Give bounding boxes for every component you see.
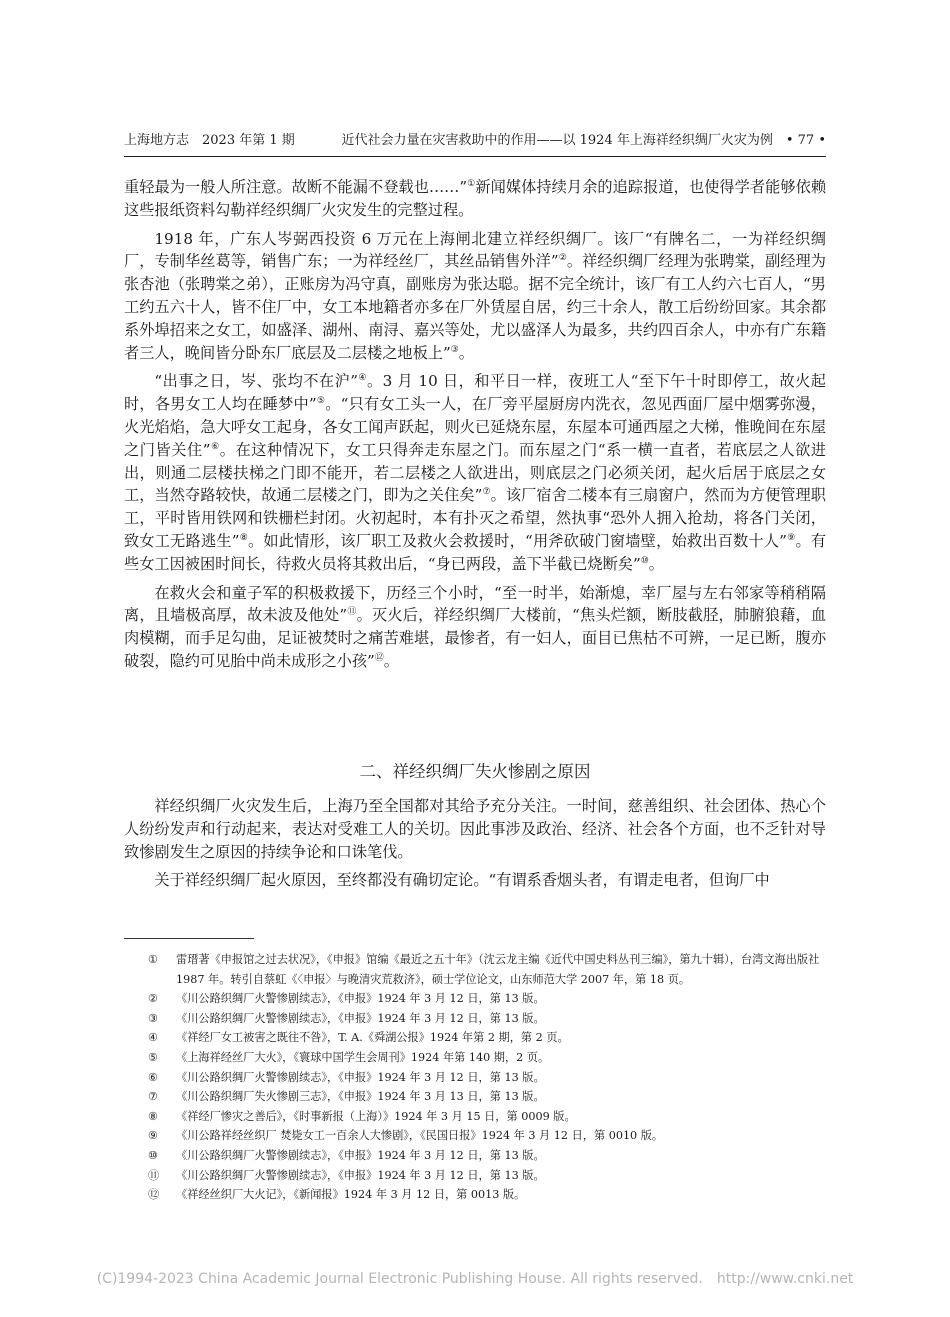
paragraph-5: 祥经织绸厂火灾发生后，上海乃至全国都对其给予充分关注。一时间，慈善组织、社会团体、热心个人纷纷发声和行动起来，表达对受难工人的关切。因此事涉及政治、经济、社会各个方面，也不乏针对导致惨剧发生之原因的持续争论和口诛笔伐。 [124,797,826,861]
paragraph-6: 关于祥经织绸厂起火原因，至终都没有确切定论。“有谓系香烟头者，有谓走电者，但询厂中 [154,871,770,890]
footnote: ⑨ 《川公路祥经丝织厂 焚毙女工一百余人大惨剧》，《民国日报》1924 年 3 月 12 日，第 0010 版。 [148,1129,664,1143]
footnote-ref[interactable]: ⑥ [210,441,220,452]
journal-name: 上海地方志 2023 年第 1 期 [124,133,295,148]
main-body [124,176,826,673]
footnote: ⑤ 《上海祥经丝厂大火》，《寰球中国学生会周刊》1924 年第 140 期，2 页。 [148,1050,550,1064]
footnote-ref[interactable]: ③ [450,344,459,355]
footnote: ⑧ 《祥经厂惨灾之善后》，《时事新报（上海）》1924 年 3 月 15 日，第 0009 版。 [148,1109,576,1123]
footnote: ⑩ 《川公路织绸厂火警惨剧续志》，《申报》1924 年 3 月 12 日，第 13 版。 [148,1148,545,1162]
footnote-ref[interactable]: ② [558,253,567,264]
footnote: ① 雷瑨著《申报馆之过去状况》，《申报》馆编《最近之五十年》（沈云龙主编《近代中国史料丛刊三编》，第九十辑），台湾文海出版社 1987 年。转引自蔡虹《〈申报〉与晚清灾荒救济》，硕士学位论文，山东师范大学 2007 年，第 18 页。 [148,953,820,986]
footnote-ref[interactable]: ⑧ [239,532,248,543]
running-header [124,131,826,155]
footnote-ref[interactable]: ⑤ [316,396,326,407]
section-body [124,795,826,892]
paragraph-4: 在救火会和童子军的积极救援下，历经三个小时，“至一时半，始渐熄，幸厂屋与左右邻家等稍稍隔离，且墙极高厚，故未波及他处”⑪。灭火后，祥经织绸厂大楼前，“焦头烂额，断肢截胫，肺腑狼藉，血肉模糊，而手足勾曲，足证被焚时之痛苦难堪，最惨者，有一妇人，面目已焦枯不可辨，一足已断，腹亦破裂，隐约可见胎中尚未成形之小孩”⑫。 [124,583,827,670]
article-title-and-page: 近代社会力量在灾害救助中的作用——以 1924 年上海祥经织绸厂火灾为例 • 77 • [341,133,826,148]
copyright-watermark: (C)1994-2023 China Academic Journal Electronic Publishing House. All rights reserved. http://www.cnki.net [96,1271,854,1287]
footnote-ref[interactable]: ⑦ [482,487,491,498]
footnote: ③ 《川公路织绸厂火警惨剧续志》，《申报》1924 年 3 月 12 日，第 13 版。 [148,1011,545,1025]
footnote-ref[interactable]: ⑩ [640,555,649,566]
footnotes [124,950,826,1205]
footnote-ref[interactable]: ⑨ [786,532,796,543]
footnote: ④ 《祥经厂女工被害之既往不咎》，T. A.《舜湖公报》1924 年第 2 期，第 2 页。 [148,1031,569,1045]
footnote: ⑥ 《川公路织绸厂火警惨剧续志》，《申报》1924 年 3 月 12 日，第 13 版。 [148,1070,545,1084]
footnote-ref[interactable]: ① [467,178,476,189]
footnote-separator [124,938,254,939]
footnote: ⑦ 《川公路织绸厂失火惨剧三志》，《申报》1924 年 3 月 13 日，第 13 版。 [148,1090,545,1104]
paragraph-2: 1918 年，广东人岑弼西投资 6 万元在上海闸北建立祥经织绸厂。该厂“有牌名二，一为祥经织绸厂，专制华丝葛等，销售广东；一为祥经丝厂，其丝品销售外洋”②。祥经织绸厂经理为张聘棠，副经理为张杏池（张聘棠之弟），正账房为冯守真，副账房为张达聪。据不完全统计，该厂有工人约六七百人，“男工约五六十人，皆不住厂中，女工本地籍者亦多在厂外赁屋自居，约三十余人，散工后纷纷回家。其余都系外埠招来之女工，如盛泽、湖州、南浔、嘉兴等处，尤以盛泽人为最多，共约四百余人，中亦有广东籍者三人，晚间皆分卧东厂底层及二层楼之地板上”③。 [124,229,826,362]
header-rule [124,156,826,157]
footnote: ⑫ 《祥经丝织厂大火记》，《新闻报》1924 年 3 月 12 日，第 0013 版。 [148,1188,526,1202]
footnote: ⑪ 《川公路织绸厂火警惨剧续志》，《申报》1924 年 3 月 12 日，第 13 版。 [148,1168,545,1182]
footnote-ref[interactable]: ⑫ [374,652,384,663]
footnote: ② 《川公路织绸厂火警惨剧续志》，《申报》1924 年 3 月 12 日，第 13 版。 [148,992,545,1006]
footnote-ref[interactable]: ⑪ [347,607,357,618]
paragraph-1: 重轻最为一般人所注意。故断不能漏不登载也……”①新闻媒体持续月余的追踪报道，也使得学者能够依赖这些报纸资料勾勒祥经织绸厂火灾发生的完整过程。 [124,178,827,219]
footnote-ref[interactable]: ④ [357,373,367,384]
section-heading: 二、祥经织绸厂失火惨剧之原因 [359,762,591,781]
paragraph-3: “出事之日，岑、张均不在沪”④。3 月 10 日，和平日一样，夜班工人“至下午十时即停工，故火起时，各男女工人均在睡梦中”⑤。“只有女工头一人，在厂旁平屋厨房内洗衣，忽见西面厂屋中烟雾弥漫，火光焰焰，急大呼女工起身，各女工闻声跃起，则火已延烧东屋，东屋本可通西屋之大梯，惟晚间在东屋之门皆关住”⑥。在这种情况下，女工只得奔走东屋之门。而东屋之门“系一横一直者，若底层之人欲进出，则通二层楼扶梯之门即不能开，若二层楼之人欲进出，则底层之门必须关闭，起火后居于底层之女工，当然夺路较快，故通二层楼之门，即为之关住矣”⑦。该厂宿舍二楼本有三扇窗户，然而为方便管理职工，平时皆用铁网和铁栅栏封闭。火初起时，本有扑灭之希望，然执事“恐外人拥入抢劫，将各门关闭，致女工无路逃生”⑧。如此情形，该厂职工及救火会救援时，“用斧砍破门窗墙壁，始救出百数十人”⑨。有些女工因被困时间长，待救火员将其救出后，“身已两段，盖下半截已烧断矣”⑩。 [124,372,827,573]
